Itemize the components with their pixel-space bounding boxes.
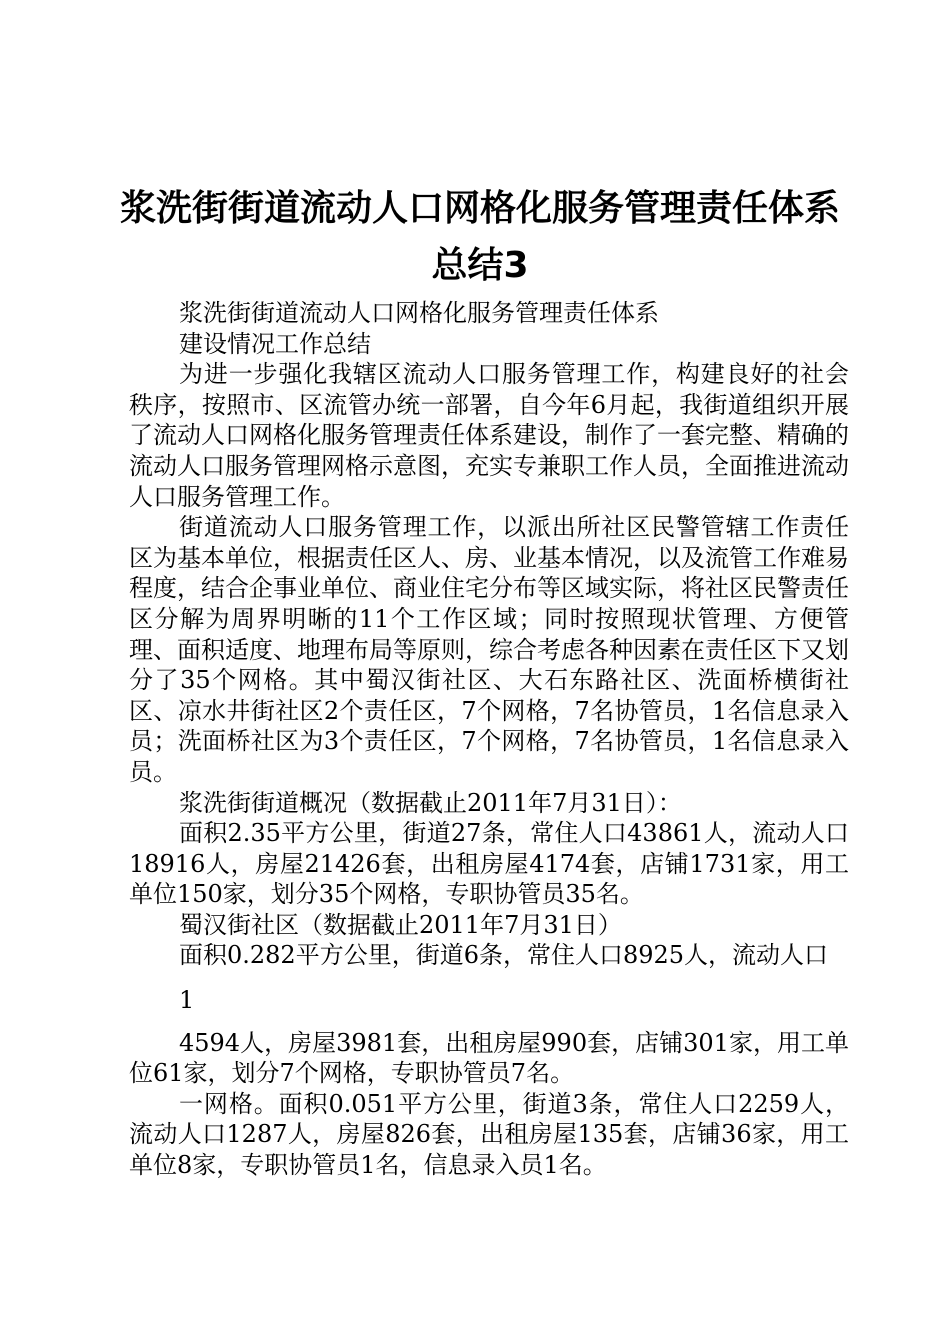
document-body	[129, 298, 849, 1181]
document-title-line1: 浆洗街街道流动人口网格化服务管理责任体系	[119, 188, 840, 229]
paragraph: 面积0.282平方公里，街道6条，常住人口8925人，流动人口	[179, 941, 829, 970]
paragraph: 建设情况工作总结	[179, 329, 371, 358]
document-title-line2: 总结3	[431, 245, 529, 286]
paragraph: 为进一步强化我辖区流动人口服务管理工作，构建良好的社会秩序，按照市、区流管办统一部署，自今年6月起，我街道组织开展了流动人口网格化服务管理责任体系建设，制作了一套完整、精确的流动人口服务管理网格示意图，充实专兼职工作人员，全面推进流动人口服务管理工作。	[129, 360, 849, 511]
paragraph: 4594人，房屋3981套，出租房屋990套，店铺301家，用工单位61家，划分7个网格，专职协管员7名。	[129, 1028, 849, 1088]
paragraph: 浆洗街街道流动人口网格化服务管理责任体系	[179, 299, 659, 327]
paragraph: 浆洗街街道概况（数据截止2011年7月31日）：	[179, 788, 682, 817]
page-number: 1	[179, 986, 195, 1015]
paragraph: 一网格。面积0.051平方公里，街道3条，常住人口2259人，流动人口1287人，房屋826套，出租房屋135套，店铺36家，用工单位8家，专职协管员1名，信息录入员1名。	[129, 1089, 849, 1180]
paragraph: 蜀汉街社区（数据截止2011年7月31日）	[179, 910, 622, 939]
paragraph: 面积2.35平方公里，街道27条，常住人口43861人，流动人口18916人，房屋21426套，出租房屋4174套，店铺1731家，用工单位150家，划分35个网格，专职协管员35名。	[129, 819, 849, 909]
paragraph: 街道流动人口服务管理工作，以派出所社区民警管辖工作责任区为基本单位，根据责任区人、房、业基本情况，以及流管工作难易程度，结合企事业单位、商业住宅分布等区域实际，将社区民警责任区分解为周界明晰的11个工作区域；同时按照现状管理、方便管理、面积适度、地理布局等原则，综合考虑各种因素在责任区下又划分了35个网格。其中蜀汉街社区、大石东路社区、洗面桥横街社区、凉水井街社区2个责任区，7个网格，7名协管员，1名信息录入员；洗面桥社区为3个责任区，7个网格，7名协管员，1名信息录入员。	[129, 513, 849, 786]
